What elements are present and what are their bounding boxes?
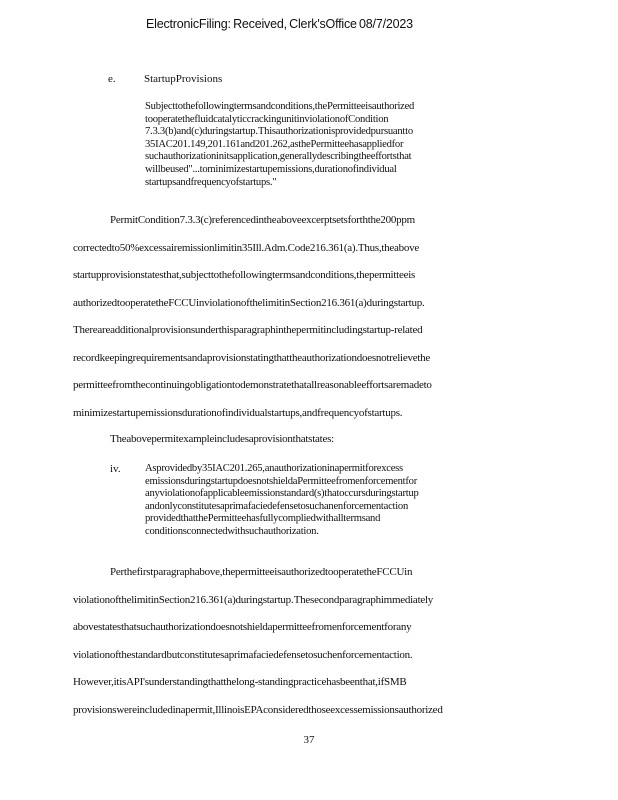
intro-line: Theabovepermitexampleincludesaprovisionthatstates: [110, 433, 334, 445]
page-number: 37 [303, 734, 315, 746]
paragraph-line: correctedto50%excessairemissionlimitin35Ill.Adm.Code216.361(a).Thus,theabove [73, 241, 420, 254]
quote-line: suchauthorizationinitsapplication,generallydescribingtheeffortsthat [145, 151, 412, 163]
section-heading [108, 73, 222, 85]
paragraph-line: violationofthestandardbutconstitutesaprimafaciedefensetosuchenforcementaction. [73, 648, 413, 661]
startup-provision-quote [145, 101, 490, 189]
paragraph-line: PermitCondition7.3.3(c)referencedintheaboveexcerptsetsforththe200ppm [110, 214, 415, 226]
list-item-marker: iv. [110, 463, 121, 475]
list-item-marker-wrap [110, 463, 121, 475]
quote-line: willbeused"...tominimizestartupemissions,durationofindividual [145, 163, 397, 175]
paragraph-line: abovestatesthatsuchauthorizationdoesnotshieldapermitteefromenforcementforany [73, 621, 412, 633]
paragraph-line: However,itisAPI'sunderstandingthatthelong-standingpracticehasbeenthat,ifSMB [73, 676, 407, 688]
permit-provision-quote [145, 463, 490, 539]
quote-line: 35IAC201.149,201.161and201.262,asthePermitteehasappliedfor [145, 138, 404, 150]
quote-line: tooperatethefluidcatalyticcrackingunitinviolationofCondition [145, 113, 389, 125]
paragraph-line: recordkeepingrequirementsandaprovisionstatingthattheauthorizationdoesnotrelievethe [73, 351, 431, 364]
quote-line: andonlyconstitutesaprimafaciedefensetosuchanenforcementaction [145, 500, 409, 512]
paragraph-line: authorizedtooperatetheFCCUinviolationofthelimitinSection216.361(a)duringstartup. [73, 296, 425, 309]
body-paragraph-1 [73, 207, 533, 427]
section-title: StartupProvisions [144, 73, 223, 85]
paragraph-line: violationofthelimitinSection216.361(a)duringstartup. Thesecondparagraphimmediately [73, 593, 434, 606]
paragraph-line: startupprovisionstatesthat,subjecttothefollowingtermsandconditions,thepermitteeis [73, 269, 416, 281]
body-paragraph-2 [73, 559, 533, 724]
quote-line: providedthatthePermitteehasfullycompliedwithalltermsand [145, 513, 381, 525]
paragraph-line: provisionswereincludedinapermit,IllinoisEPAconsideredthoseexcessemissionsauthorized [73, 703, 443, 716]
filing-stamp-header: ElectronicFiling: Received, Clerk'sOffice 08/7/2023 [146, 17, 413, 31]
paragraph-line: Thereareadditionalprovisionsunderthisparagraphinthepermitincludingstartup-related [73, 324, 423, 336]
quote-line: emissionsduringstartupdoesnotshieldaPermitteefromenforcementfor [145, 475, 417, 487]
quote-line: conditionsconnectedwithsuchauthorization. [145, 525, 319, 537]
section-marker: e. [108, 73, 116, 85]
paragraph-line: minimizestartupemissionsdurationofindividualstartups,andfrequencyofstartups. [73, 406, 403, 419]
quote-line: anyviolationofapplicableemissionstandard(s)thatoccursduringstartup [145, 488, 419, 500]
quote-line: 7.3.3(b)and(c)duringstartup. Thisauthorizationisprovidedpursuantto [145, 126, 413, 138]
quote-line: Asprovidedby35IAC201.265,anauthorizationinapermitforexcess [145, 463, 403, 474]
paragraph-line: permitteefromthecontinuingobligationtodemonstratethatallreasonableeffortsaremadeto [73, 379, 432, 391]
paragraph-line: Perthefirstparagraphabove,thepermitteeisauthorizedtooperatetheFCCUin [110, 566, 413, 578]
quote-line: startupsandfrequencyofstartups." [145, 176, 277, 188]
quote-line: Subjecttothefollowingtermsandconditions,thePermitteeisauthorized [145, 101, 415, 112]
